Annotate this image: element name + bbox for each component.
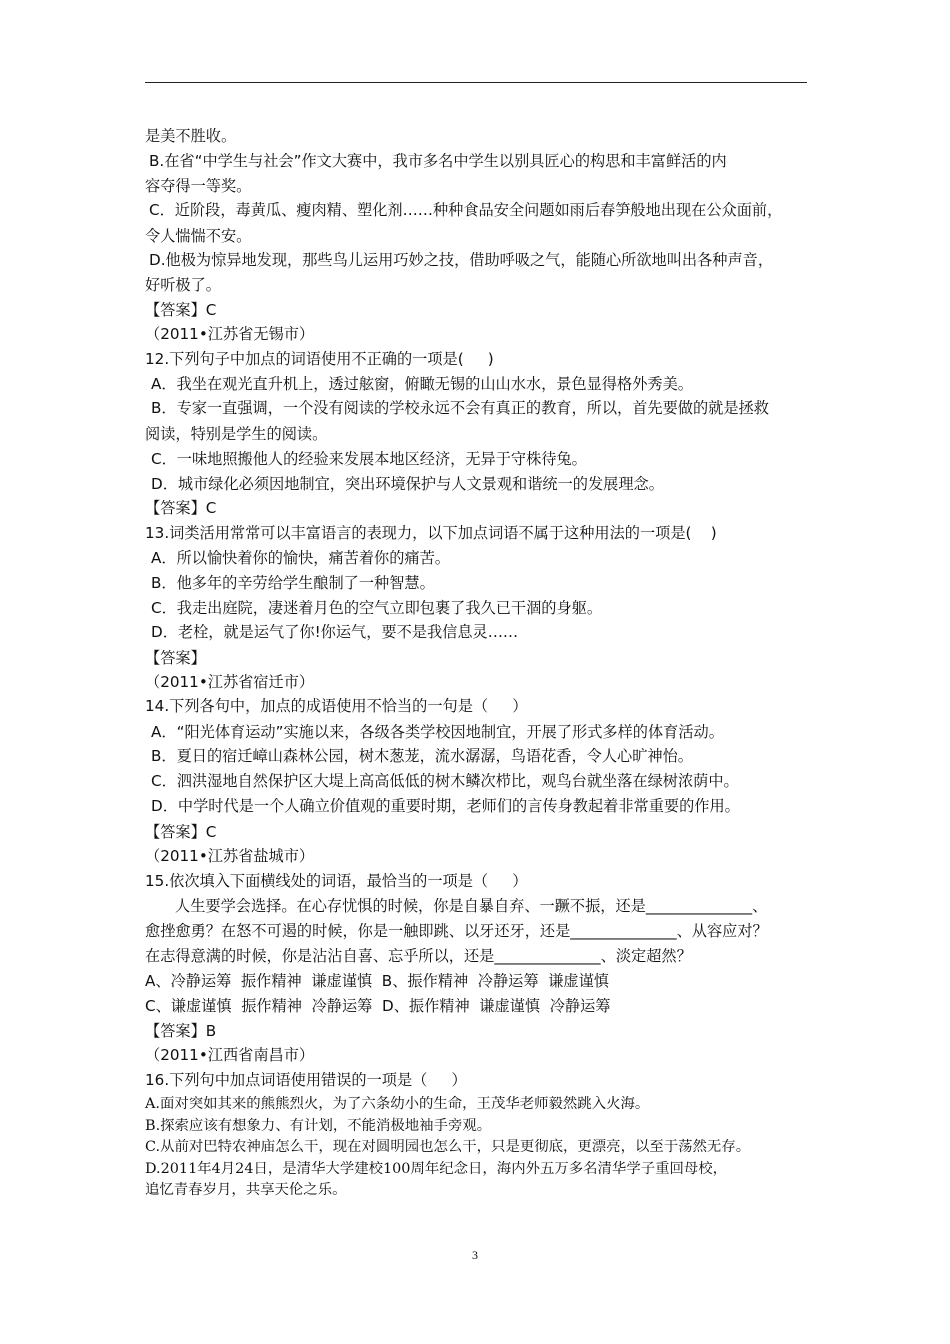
text-line: B.在省“中学生与社会”作文大赛中，我市多名中学生以别具匠心的构思和丰富鲜活的内 (149, 152, 727, 170)
text-line: D.2011年4月24日，是清华大学建校100周年纪念日，海内外五万多名清华学子重回母校， (145, 1161, 728, 1177)
text-line: 容夺得一等奖。 (145, 177, 252, 195)
text-line: C．近阶段，毒黄瓜、瘦肉精、塑化剂……种种食品安全问题如雨后春笋般地出现在公众面前， (149, 201, 783, 219)
text-line: D.他极为惊异地发现，那些鸟儿运用巧妙之技，借助呼吸之气，能随心所欲地叫出各种声音， (149, 251, 774, 269)
text-line: （2011•江苏省盐城市） (145, 847, 315, 865)
text-line: （2011•江苏省宿迁市） (145, 673, 315, 691)
text-line: （2011•江西省南昌市） (145, 1046, 315, 1064)
page-number: 3 (472, 1248, 478, 1262)
text-line: 在志得意满的时候，你是沾沾自喜、忘乎所以，还是______________、淡定超然？ (145, 947, 692, 965)
text-line: 16.下列句中加点词语使用错误的一项是（ ） (145, 1071, 467, 1089)
text-line: （2011•江苏省无锡市） (145, 325, 315, 343)
text-line: D．中学时代是一个人确立价值观的重要时期，老师们的言传身教起着非常重要的作用。 (151, 797, 740, 815)
text-line: 愈挫愈勇？在怒不可遏的时候，你是一触即跳、以牙还牙，还是______________、从容应对？ (145, 922, 768, 940)
text-line: 12.下列句子中加点的词语使用不正确的一项是( ) (145, 350, 494, 368)
text-line: 好听极了。 (145, 276, 221, 294)
text-line: D．老栓，就是运气了你!你运气，要不是我信息灵…… (151, 623, 519, 641)
text-line: 追忆青春岁月，共享天伦之乐。 (145, 1182, 347, 1198)
text-line: C、谦虚谨慎 振作精神 冷静运筹 D、振作精神 谦虚谨慎 冷静运筹 (145, 997, 611, 1015)
text-line: B．夏日的宿迁嶂山森林公园，树木葱茏，流水潺潺，鸟语花香，令人心旷神怡。 (151, 747, 693, 765)
text-line: C．一味地照搬他人的经验来发展本地区经济，无异于守株待兔。 (151, 450, 587, 468)
text-line: 13.词类活用常常可以丰富语言的表现力，以下加点词语不属于这种用法的一项是( ) (145, 524, 717, 542)
text-line: 15.依次填入下面横线处的词语，最恰当的一项是（ ） (145, 872, 528, 890)
text-line: 【答案】C (145, 823, 217, 841)
text-line: C．泗洪湿地自然保护区大堤上高高低低的树木鳞次栉比，观鸟台就坐落在绿树浓荫中。 (151, 772, 739, 790)
text-line: 【答案】 (145, 649, 206, 667)
text-line: 是美不胜收。 (145, 127, 237, 145)
text-line: A.面对突如其来的熊熊烈火，为了六条幼小的生命，王茂华老师毅然跳入火海。 (145, 1096, 650, 1112)
text-line: 阅读，特别是学生的阅读。 (145, 425, 328, 443)
text-line: A．我坐在观光直升机上，透过舷窗，俯瞰无锡的山山水水，景色显得格外秀美。 (151, 375, 693, 393)
text-line: 【答案】C (145, 499, 217, 517)
text-line: C．我走出庭院，凄迷着月色的空气立即包裹了我久已干涸的身躯。 (151, 599, 603, 617)
text-line: A．所以愉快着你的愉快，痛苦着你的痛苦。 (151, 549, 450, 567)
text-line: 令人惴惴不安。 (145, 227, 252, 245)
text-line: 【答案】C (145, 301, 217, 319)
text-line: A、冷静运筹 振作精神 谦虚谨慎 B、振作精神 冷静运筹 谦虚谨慎 (145, 972, 609, 990)
header-rule (145, 82, 807, 83)
text-line: 【答案】B (145, 1022, 217, 1040)
text-line: C.从前对巴特农神庙怎么干，现在对圆明园也怎么干，只是更彻底，更漂亮，以至于荡然无存。 (145, 1139, 751, 1155)
text-line: A．“阳光体育运动”实施以来，各级各类学校因地制宜，开展了形式多样的体育活动。 (151, 723, 724, 741)
text-line: 人生要学会选择。在心存忧惧的时候，你是自暴自弃、一蹶不振，还是______________、 (175, 897, 768, 915)
text-line: 14.下列各句中，加点的成语使用不恰当的一句是（ ） (145, 697, 528, 715)
text-line: B．专家一直强调，一个没有阅读的学校永远不会有真正的教育，所以，首先要做的就是拯救 (151, 399, 769, 417)
text-line: D．城市绿化必须因地制宜，突出环境保护与人文景观和谐统一的发展理念。 (151, 475, 664, 493)
text-line: B．他多年的辛劳给学生酿制了一种智慧。 (151, 574, 435, 592)
text-line: B.探索应该有想象力、有计划，不能消极地袖手旁观。 (145, 1118, 492, 1134)
